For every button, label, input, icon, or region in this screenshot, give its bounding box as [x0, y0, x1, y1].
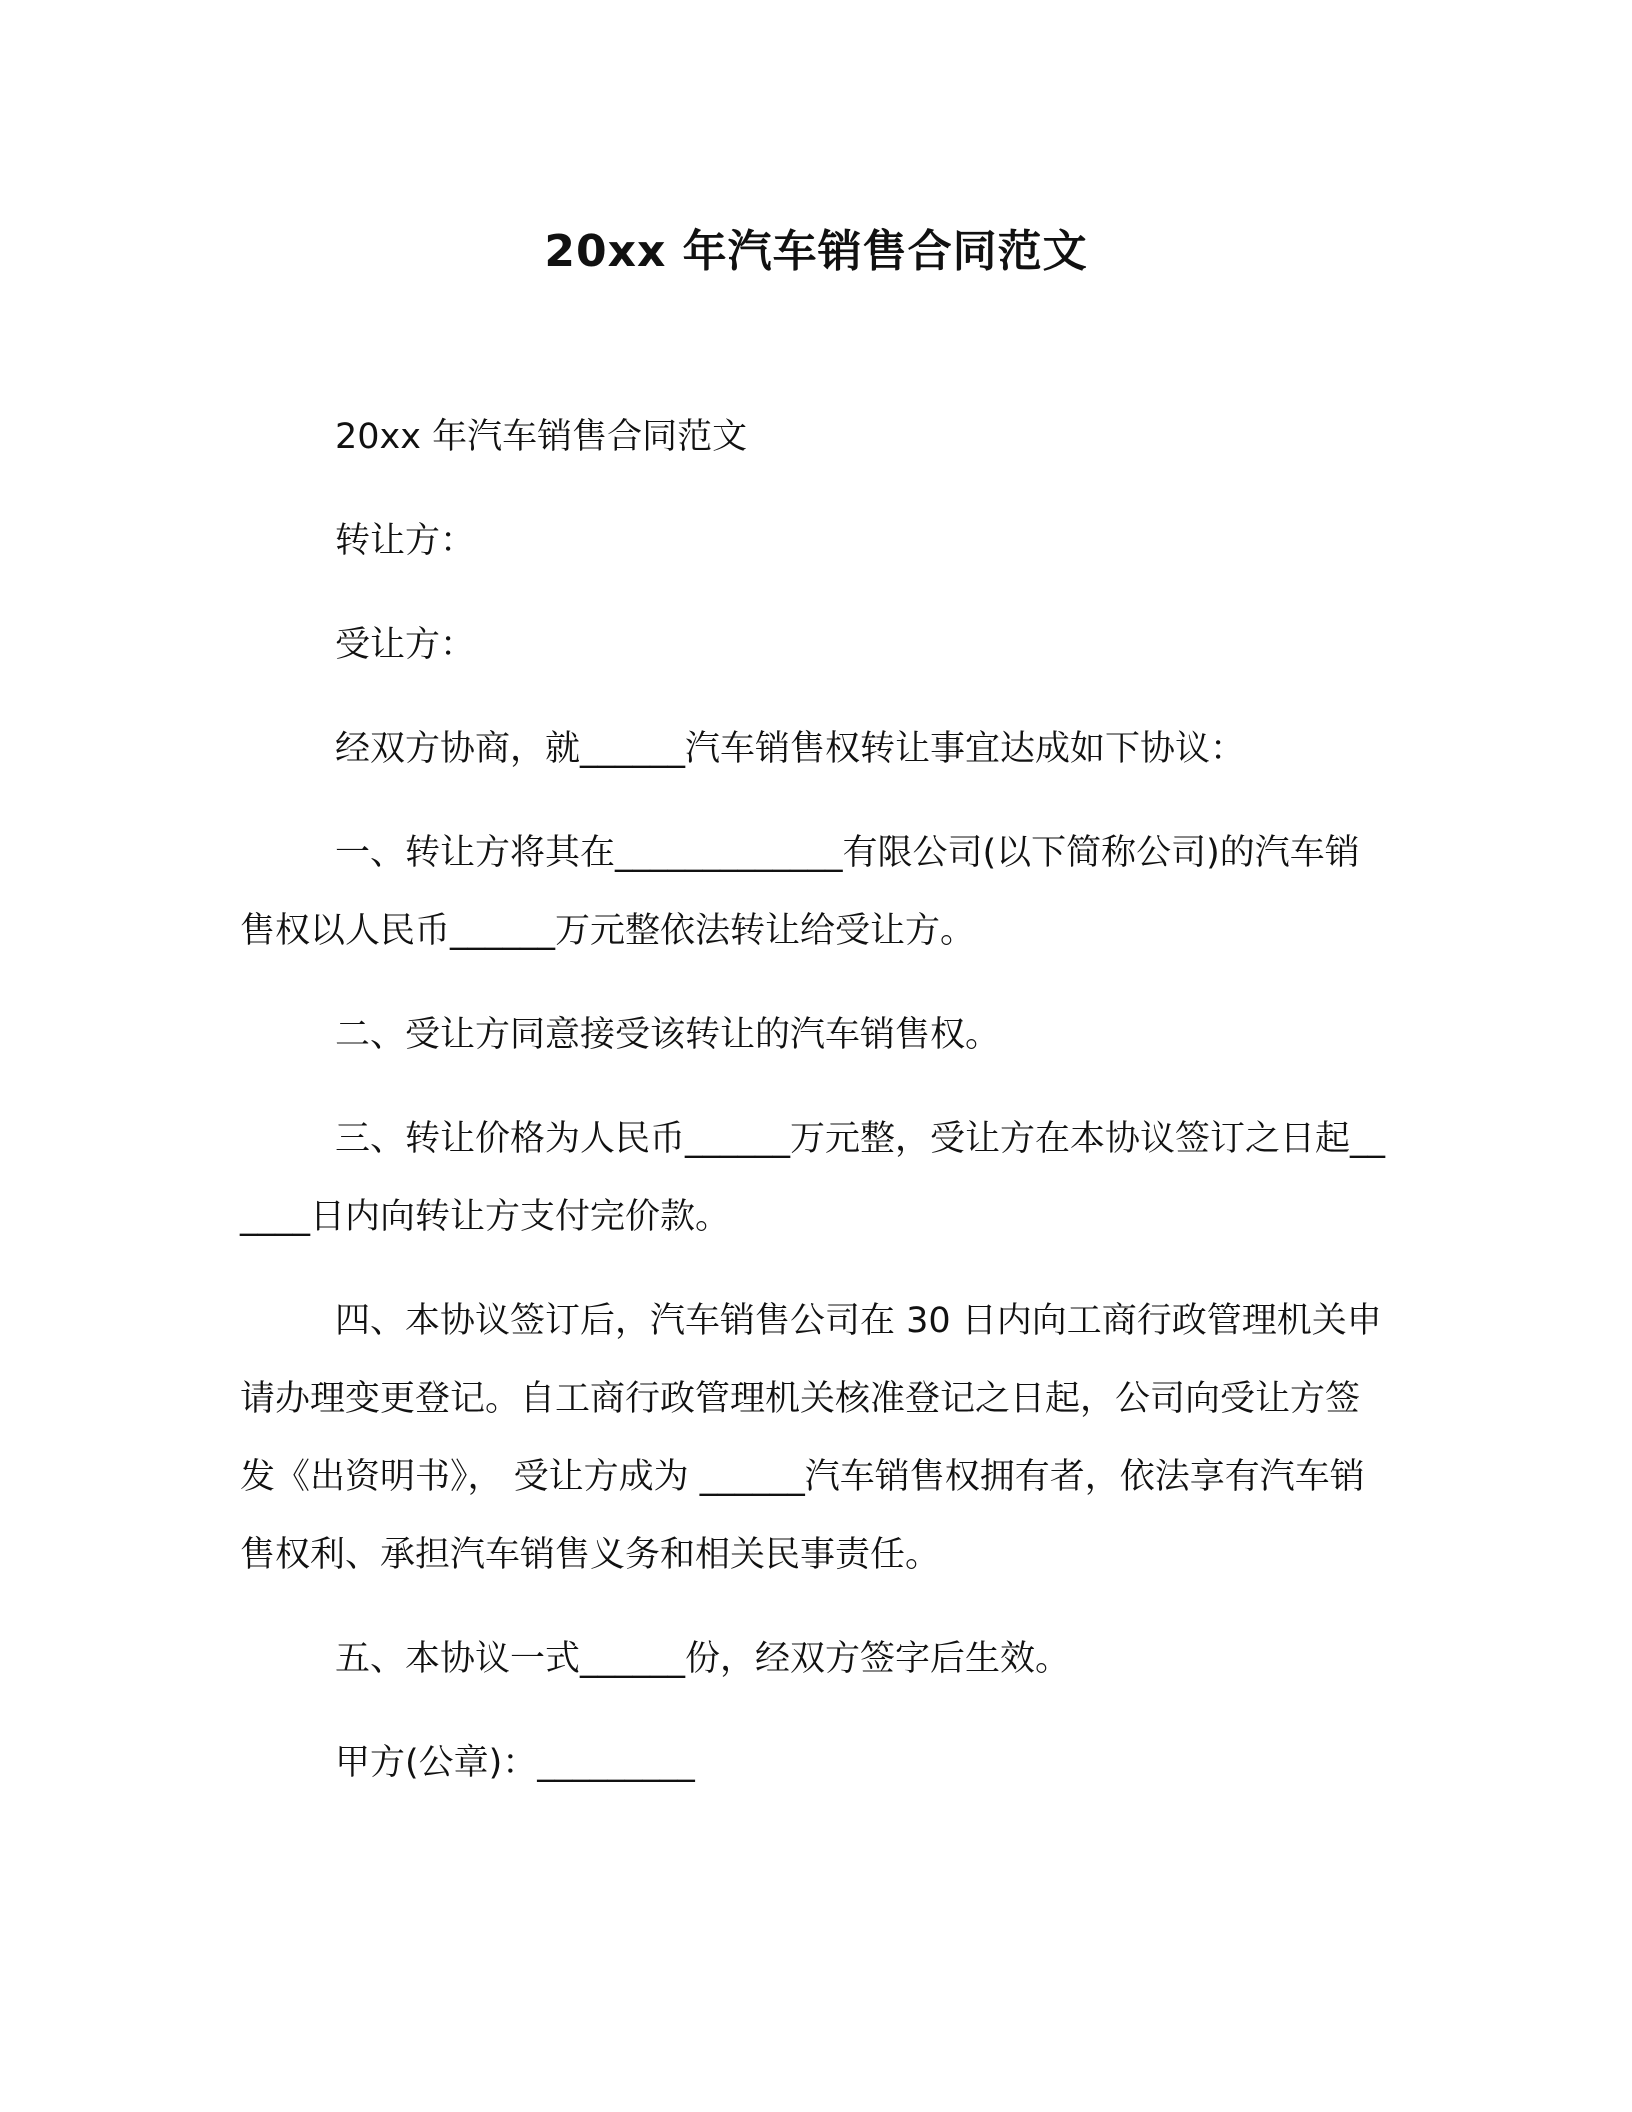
- paragraph-preamble: 经双方协商，就______汽车销售权转让事宜达成如下协议：: [335, 729, 1246, 769]
- paragraph-transferee: 受让方：: [335, 625, 476, 665]
- paragraph-subtitle: 20xx 年汽车销售合同范文: [335, 417, 748, 457]
- document-body: [240, 398, 1390, 1828]
- paragraph-transferor: 转让方：: [335, 521, 476, 561]
- document-title: 20xx 年汽车销售合同范文: [544, 226, 1088, 277]
- paragraph-clause-5: 五、本协议一式______份，经双方签字后生效。: [335, 1639, 1071, 1679]
- paragraph-clause-3: 三、转让价格为人民币______万元整，受让方在本协议签订之日起______日内向转让方支付完价款。: [240, 1119, 1386, 1237]
- paragraph-party-a-seal: 甲方(公章)：_________: [335, 1743, 695, 1783]
- paragraph-clause-4: 四、本协议签订后，汽车销售公司在 30 日内向工商行政管理机关申请办理变更登记。自工商行政管理机关核准登记之日起，公司向受让方签发《出资明书》， 受让方成为 ______汽车销售权拥有者，依法享有汽车销售权利、承担汽车销售义务和相关民事责任。: [240, 1301, 1382, 1575]
- paragraph-clause-2: 二、受让方同意接受该转让的汽车销售权。: [335, 1015, 1001, 1055]
- paragraph-clause-1: 一、转让方将其在_____________有限公司(以下简称公司)的汽车销售权以人民币______万元整依法转让给受让方。: [240, 833, 1360, 951]
